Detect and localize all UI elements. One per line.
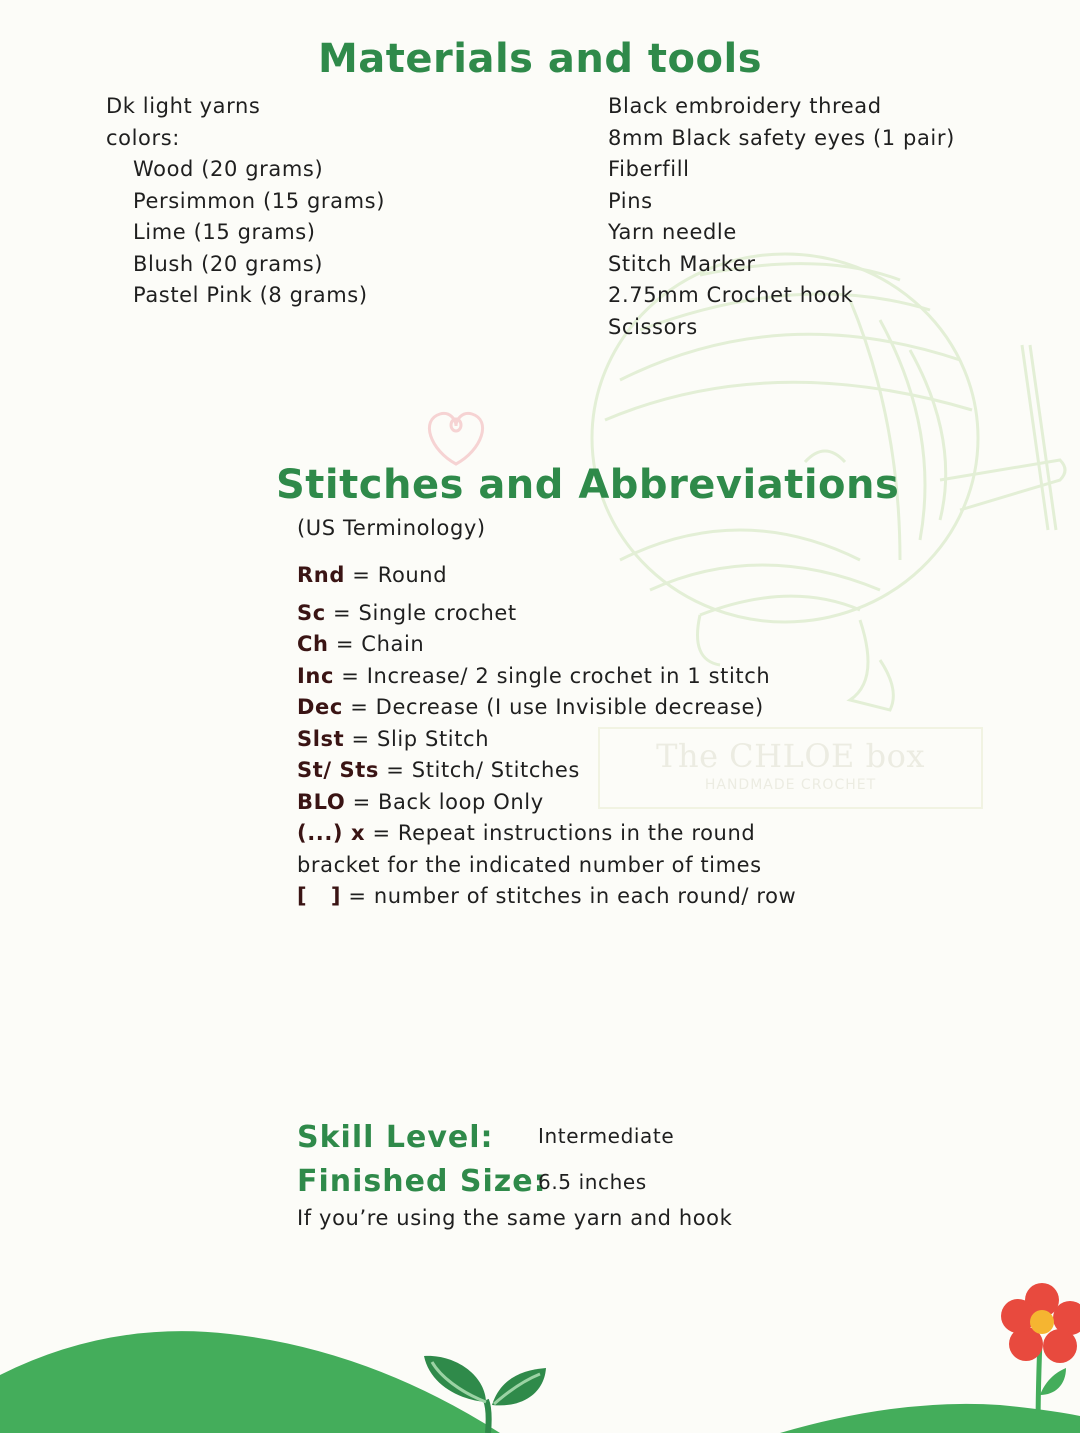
abbreviation-desc: = Back loop Only [345, 789, 544, 814]
abbreviation-desc: = Repeat instructions in the round [365, 821, 756, 845]
tool-item: Fiberfill [608, 157, 690, 181]
abbreviation-term: Inc [297, 663, 335, 688]
abbreviation-desc: = Single crochet [325, 600, 517, 625]
tool-item: Yarn needle [608, 220, 737, 244]
abbreviation-term: [ ] [297, 884, 342, 908]
abbreviation-term: Ch [297, 632, 329, 656]
abbreviation-item [297, 755, 796, 787]
tools-list [608, 91, 955, 343]
abbreviation-term: Dec [297, 695, 343, 719]
tool-item: Pins [608, 188, 653, 213]
color-item: Persimmon (15 grams) [133, 188, 386, 213]
abbreviations-list [297, 560, 796, 913]
color-item: Pastel Pink (8 grams) [133, 283, 368, 307]
stitches-title: Stitches and Abbreviations [276, 462, 900, 508]
abbreviation-term: Rnd [297, 563, 345, 587]
tool-item: Scissors [608, 314, 698, 339]
abbreviation-item [297, 787, 796, 819]
tool-item: 8mm Black safety eyes (1 pair) [608, 125, 955, 150]
abbreviation-term: Sc [297, 600, 326, 625]
tool-item: Black embroidery thread [608, 94, 882, 118]
abbreviation-item [297, 692, 796, 724]
abbreviation-desc: = number of stitches in each round/ row [341, 884, 797, 908]
finished-size-label: Finished Size: [297, 1164, 547, 1199]
abbreviation-item [297, 818, 796, 850]
abbreviation-desc: = Decrease (I use Invisible decrease) [342, 695, 764, 719]
abbreviation-item [297, 560, 796, 592]
tool-item: Stitch Marker [608, 251, 756, 276]
terminology-note: (US Terminology) [297, 516, 486, 540]
materials-title: Materials and tools [317, 36, 763, 82]
abbreviation-item [297, 881, 796, 913]
yarn-label: Dk light yarns [106, 94, 261, 118]
abbreviation-desc: = Slip Stitch [344, 726, 490, 751]
abbreviation-item [297, 598, 796, 630]
color-item: Lime (15 grams) [133, 220, 316, 244]
abbreviation-item [297, 724, 796, 756]
watermark-subtitle: HANDMADE CROCHET [704, 777, 877, 793]
abbreviation-term: Slst [297, 726, 345, 751]
abbreviation-desc: = Chain [328, 632, 425, 656]
abbreviation-term: St/ Sts [297, 758, 380, 782]
skill-level-value: Intermediate [538, 1124, 675, 1148]
finished-size-note: If you’re using the same yarn and hook [297, 1206, 733, 1230]
colors-label: colors: [106, 125, 180, 150]
skill-level-label: Skill Level: [297, 1120, 494, 1155]
finished-size-value: 6.5 inches [538, 1170, 647, 1194]
abbreviation-item [297, 661, 796, 693]
watermark-title: The CHLOE box [656, 737, 925, 775]
abbreviation-term: BLO [297, 789, 346, 814]
abbreviation-term: (...) x [297, 821, 366, 845]
color-item: Wood (20 grams) [133, 157, 324, 181]
abbreviation-item [297, 629, 796, 661]
materials-list [106, 91, 385, 312]
abbreviation-desc: bracket for the indicated number of times [297, 852, 762, 877]
color-item: Blush (20 grams) [133, 251, 324, 276]
tool-item: 2.75mm Crochet hook [608, 283, 854, 307]
abbreviation-item [297, 850, 796, 882]
abbreviation-desc: = Increase/ 2 single crochet in 1 stitch [334, 663, 771, 688]
abbreviation-desc: = Stitch/ Stitches [379, 758, 580, 782]
abbreviation-desc: = Round [344, 563, 448, 587]
